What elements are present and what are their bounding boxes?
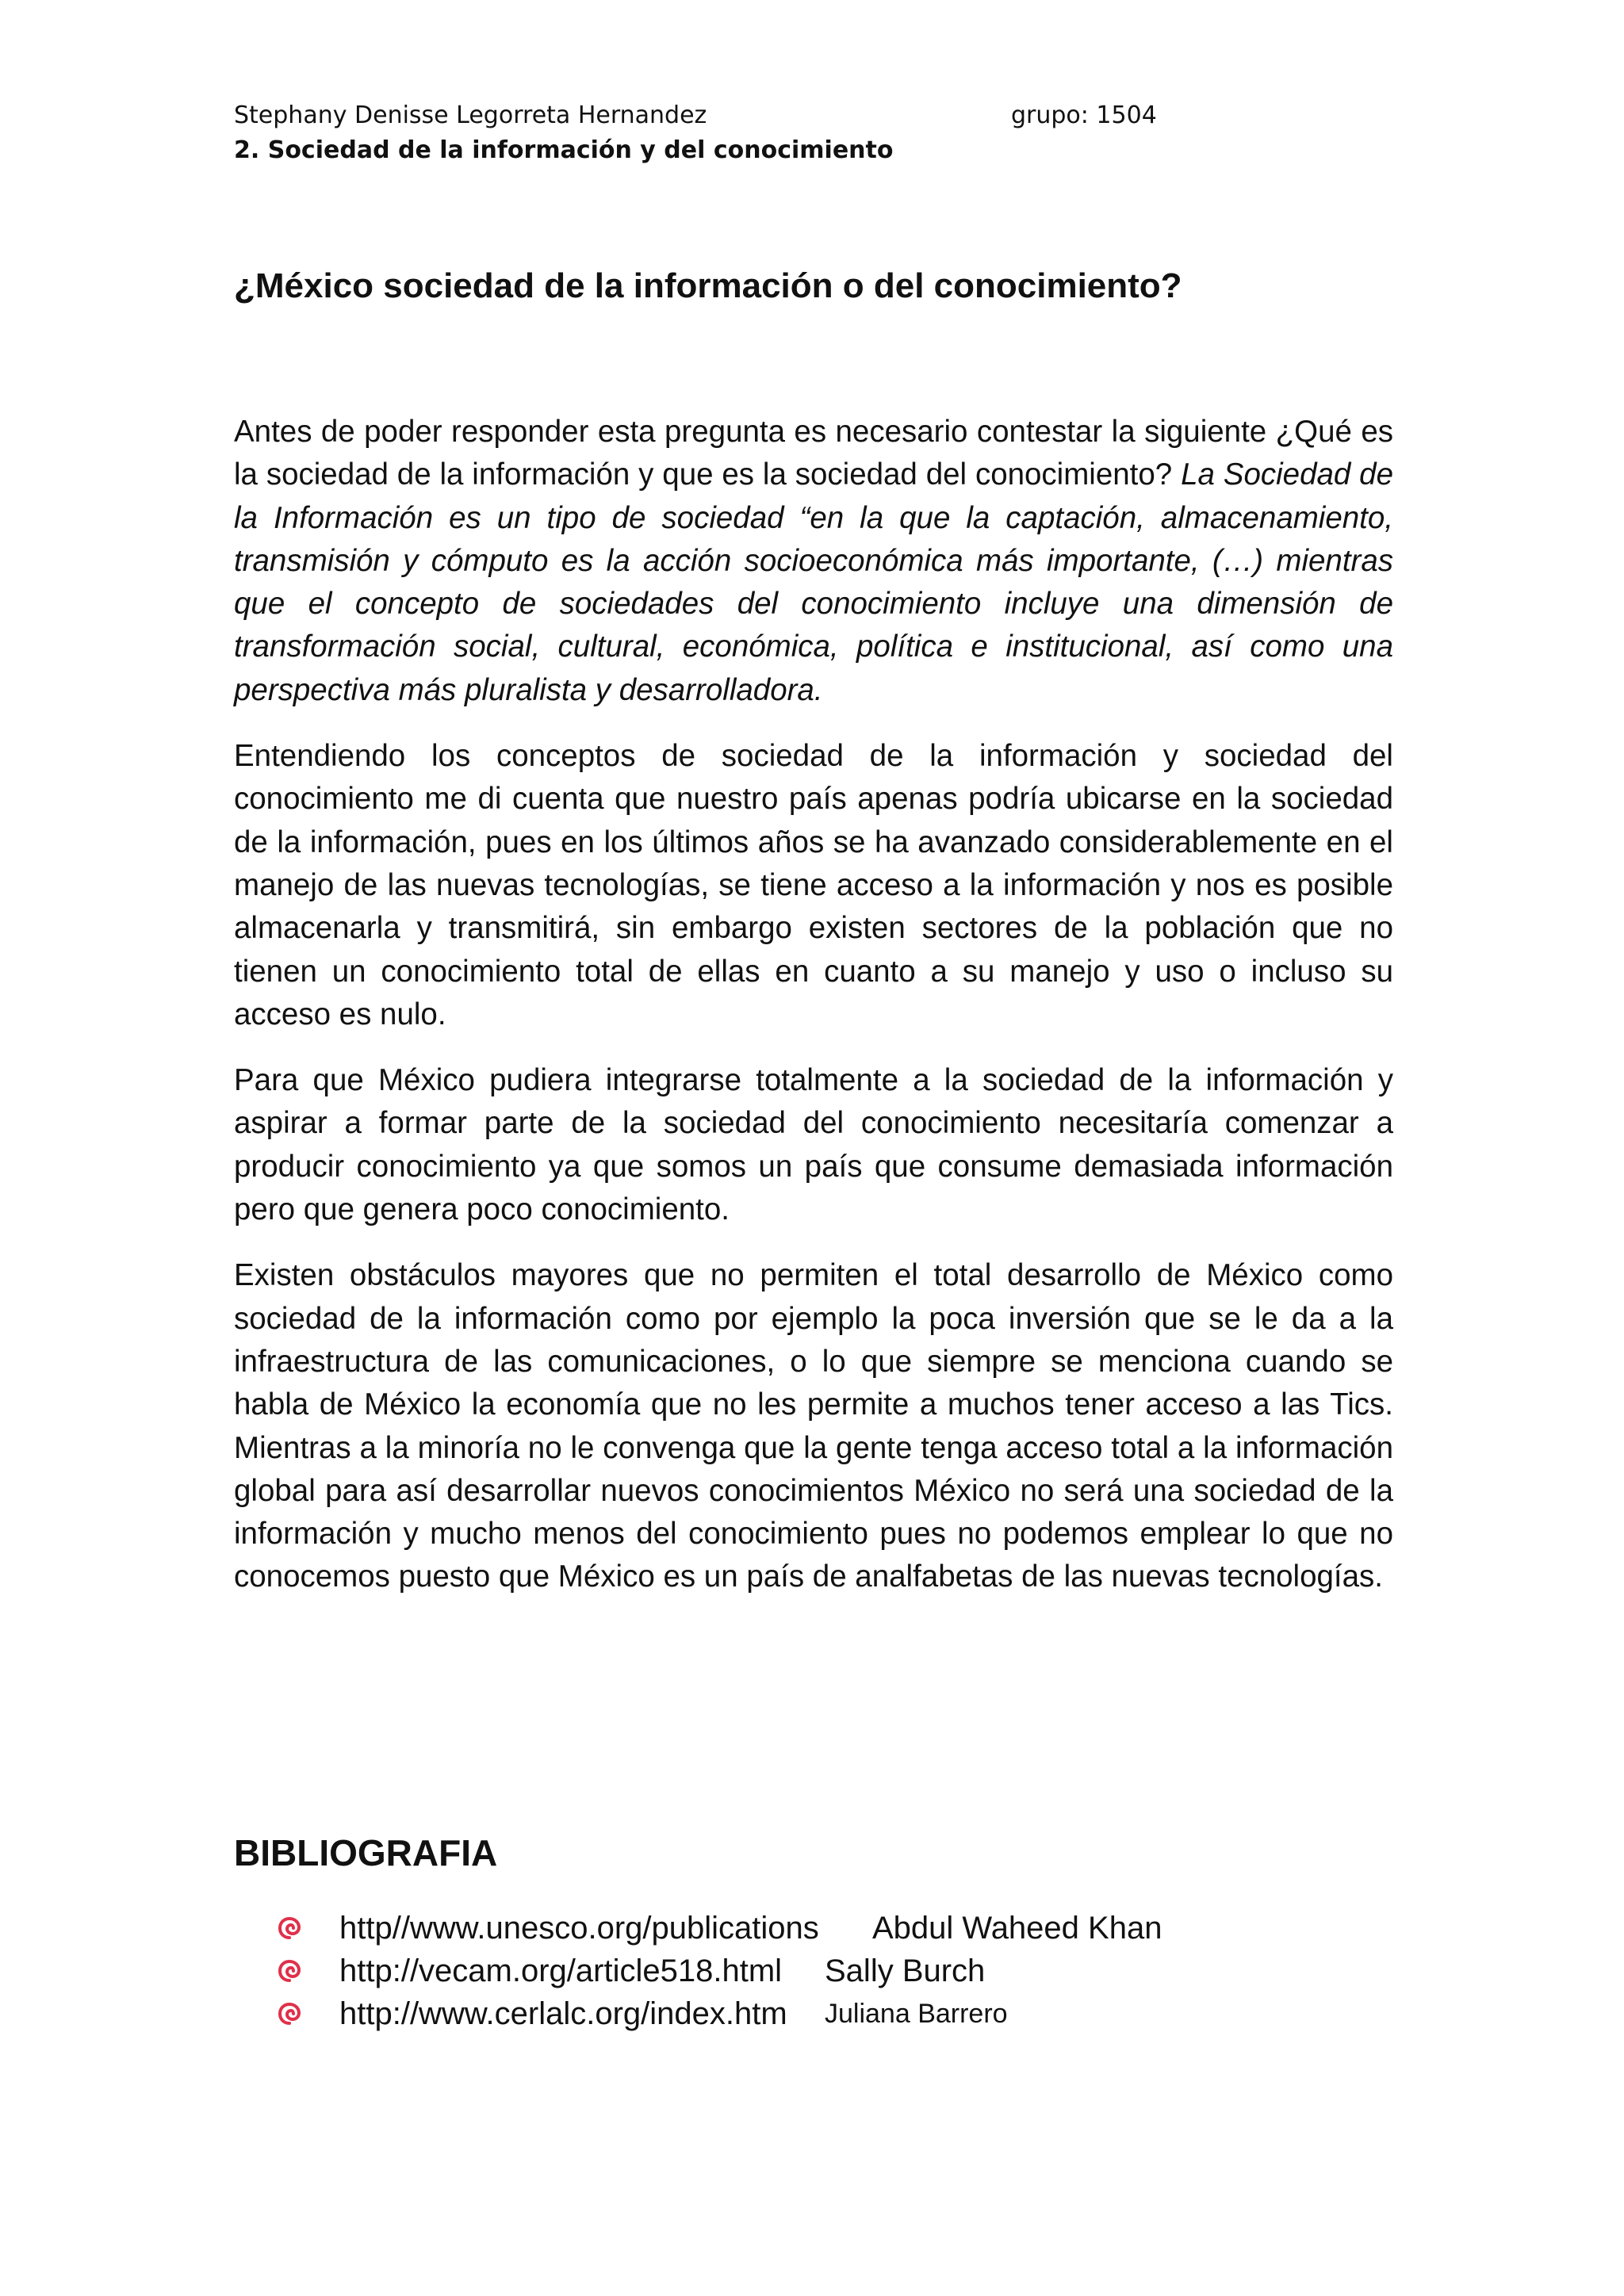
paragraph-3: Para que México pudiera integrarse totalmente a la sociedad de la información y aspirar a formar parte de la sociedad del conocimiento necesitaría comenzar a producir conocimiento ya que somos un país que consume demasiada información pero que genera poco conocimiento. — [234, 1063, 1393, 1227]
bibliography-url[interactable]: http://www.cerlalc.org/index.htm — [339, 1996, 787, 2031]
group-number: grupo: 1504 — [1011, 101, 1157, 129]
bibliography-author: Juliana Barrero — [825, 1999, 1008, 2029]
subject-heading: 2. Sociedad de la información y del conocimiento — [234, 136, 894, 164]
paragraph-4: Existen obstáculos mayores que no permiten el total desarrollo de México como sociedad de la información como por ejemplo la poca inversión que se le da a la infraestructura de las comunicaciones, o lo que siempre se menciona cuando se habla de México la economía que no les permite a muchos tener acceso a las Tics. Mientras a la minoría no le convenga que la gente tenga acceso total a la información global para así desarrollar nuevos conocimientos México no será una sociedad de la información y mucho menos del conocimiento pues no podemos emplear lo que no conocemos puesto que México es un país de analfabetas de las nuevas tecnologías. — [234, 1258, 1393, 1594]
bibliography-author: Abdul Waheed Khan — [872, 1911, 1162, 1946]
bibliography-url[interactable]: http://vecam.org/article518.html — [339, 1954, 783, 1988]
spiral-bullet-icon — [278, 1916, 301, 1940]
spiral-bullet-icon — [278, 1959, 301, 1983]
paragraph-1-quote: La Sociedad de la Información es un tipo de sociedad “en la que la captación, almacenamiento, transmisión y cómputo es la acción socioeconómica más importante, (…) mientras que el concepto de sociedades del conocimiento incluye una dimensión de transformación social, cultural, económica, política e institucional, así como una perspectiva más pluralista y desarrolladora. — [234, 457, 1393, 707]
document-body — [234, 411, 1393, 1622]
bibliography-author: Sally Burch — [825, 1954, 986, 1988]
author-name: Stephany Denisse Legorreta Hernandez — [234, 101, 707, 129]
paragraph-1 — [234, 411, 1393, 712]
paragraph-2: Entendiendo los conceptos de sociedad de la información y sociedad del conocimiento me di cuenta que nuestro país apenas podría ubicarse en la sociedad de la información, pues en los últimos años se ha avanzado considerablemente en el manejo de las nuevas tecnologías, se tiene acceso a la información y nos es posible almacenarla y transmitirá, sin embargo existen sectores de la población que no tienen un conocimiento total de ellas en cuanto a su manejo y uso o incluso su acceso es nulo. — [234, 739, 1393, 1031]
bibliography-heading: BIBLIOGRAFIA — [234, 1832, 498, 1873]
spiral-bullet-icon — [278, 2002, 301, 2026]
paragraph-1-intro: Antes de poder responder esta pregunta es necesario contestar la siguiente ¿Qué es la sociedad de la información y que es la sociedad del conocimiento? — [234, 415, 1393, 492]
bibliography-url[interactable]: http//www.unesco.org/publications — [339, 1911, 819, 1946]
document-title: ¿México sociedad de la información o del conocimiento? — [234, 266, 1182, 305]
